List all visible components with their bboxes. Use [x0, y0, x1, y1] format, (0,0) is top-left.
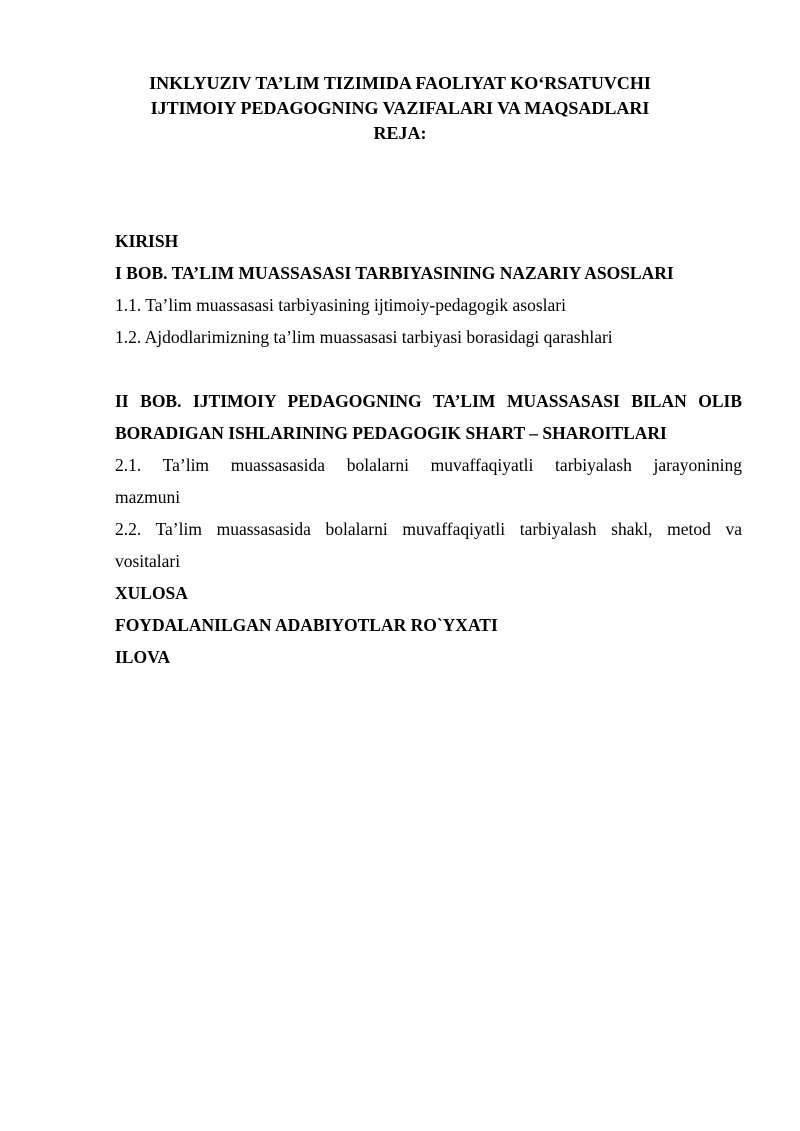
table-of-contents [115, 225, 742, 673]
toc-appendix: ILOVA [115, 647, 171, 667]
toc-section-2-1-line-2: mazmuni [115, 487, 181, 507]
toc-chapter-2-heading-line-1: II BOB. IJTIMOIY PEDAGOGNING TA’LIM MUASSASASI BILAN OLIB [115, 391, 742, 411]
toc-section-2-1-line-1: 2.1. Ta’lim muassasasida bolalarni muvaffaqiyatli tarbiyalash jarayonining [115, 455, 742, 475]
toc-references: FOYDALANILGAN ADABIYOTLAR RO`YXATI [115, 615, 498, 635]
toc-section-1-1: 1.1. Ta’lim muassasasi tarbiyasining ijtimoiy-pedagogik asoslari [115, 295, 566, 315]
plan-heading: REJA: [373, 123, 427, 143]
toc-section-2-2-line-2: vositalari [115, 551, 181, 571]
toc-conclusion: XULOSA [115, 583, 188, 603]
title-line-2: IJTIMOIY PEDAGOGNING VAZIFALARI VA MAQSADLARI [150, 98, 650, 118]
title-line-1: INKLYUZIV TA’LIM TIZIMIDA FAOLIYAT KO‘RSATUVCHI [149, 73, 651, 93]
document-title [110, 71, 690, 146]
toc-section-1-2: 1.2. Ajdodlarimizning ta’lim muassasasi tarbiyasi borasidagi qarashlari [115, 327, 613, 347]
toc-chapter-1-heading: I BOB. TA’LIM MUASSASASI TARBIYASINING NAZARIY ASOSLARI [115, 263, 674, 283]
toc-chapter-2-heading-line-2: BORADIGAN ISHLARINING PEDAGOGIK SHART – SHAROITLARI [115, 423, 667, 443]
toc-spacer [115, 353, 742, 385]
toc-intro: KIRISH [115, 231, 179, 251]
toc-section-2-2-line-1: 2.2. Ta’lim muassasasida bolalarni muvaffaqiyatli tarbiyalash shakl, metod va [115, 519, 742, 539]
